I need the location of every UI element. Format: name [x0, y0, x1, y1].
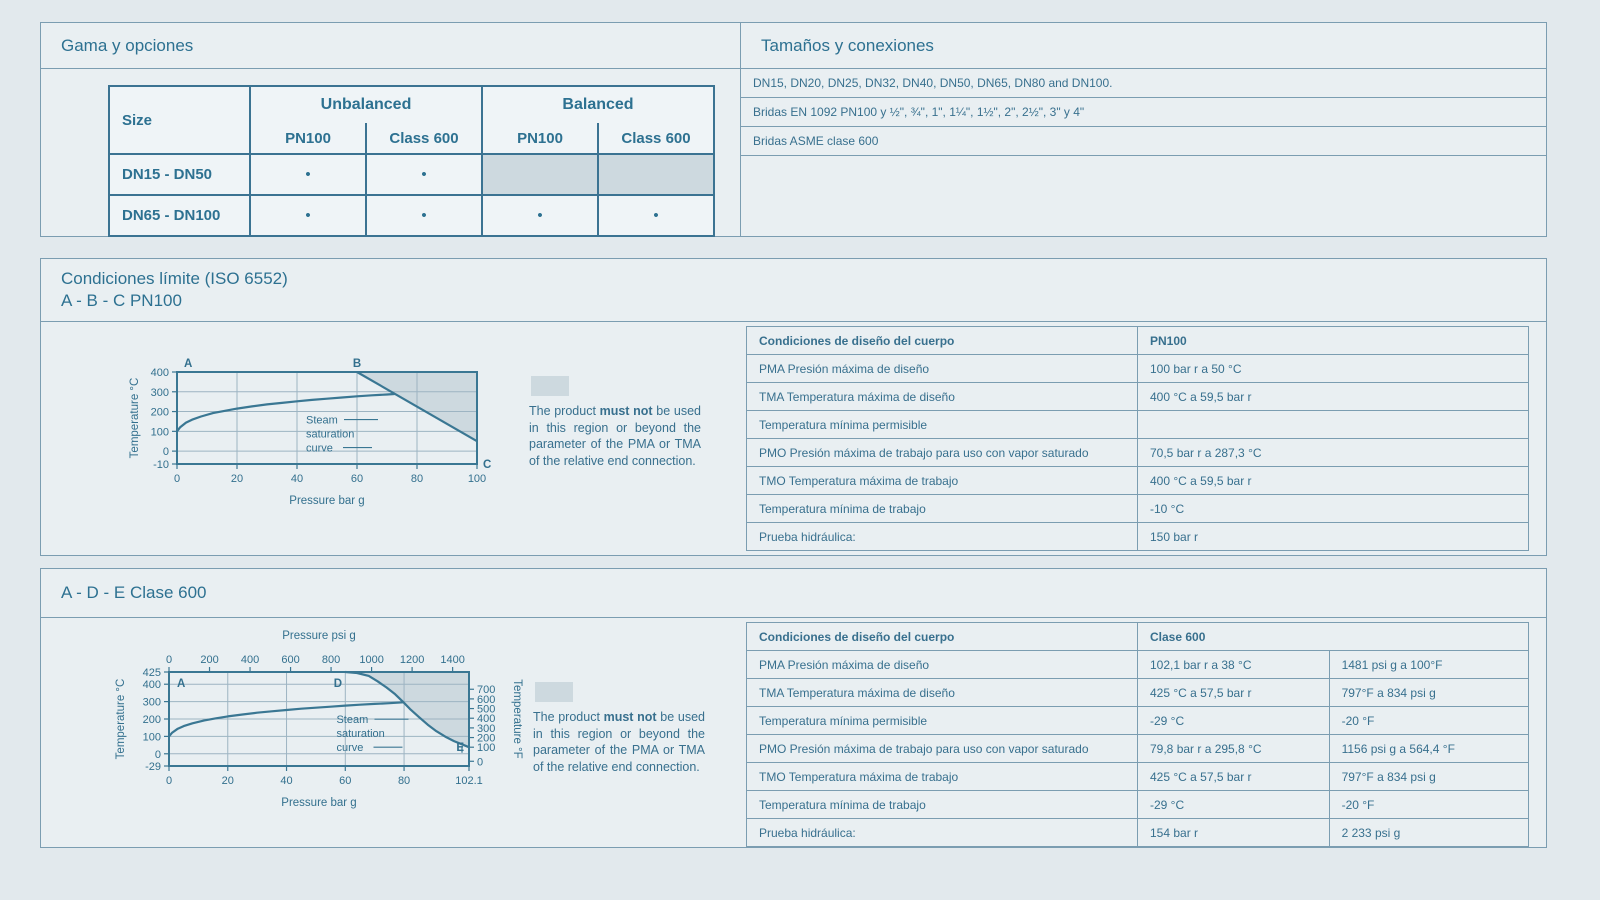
- svg-text:300: 300: [150, 386, 169, 399]
- svg-text:200: 200: [150, 406, 169, 419]
- group-header-balanced: Balanced: [482, 86, 714, 123]
- svg-text:20: 20: [230, 473, 244, 485]
- section-header-cl600: A - D - E Clase 600: [41, 569, 1546, 618]
- availability-dot: •: [250, 154, 366, 195]
- table-row: Temperatura mínima permisible -29 °C -20 °F: [747, 707, 1529, 735]
- cl600-limit-chart: [111, 626, 543, 828]
- table-row: Prueba hidráulica: 154 bar r 2 233 psi g: [747, 819, 1529, 847]
- section-pn100-limits: [40, 258, 1547, 556]
- svg-text:Temperature °C: Temperature °C: [129, 377, 141, 459]
- size-range-label: DN15 - DN50: [109, 154, 250, 195]
- svg-text:400: 400: [240, 654, 260, 666]
- gama-options-table: [108, 85, 715, 237]
- availability-dot: •: [366, 195, 482, 236]
- subheader-pn100: PN100: [482, 123, 598, 154]
- svg-text:saturation: saturation: [306, 428, 355, 441]
- cl600-design-conditions-table: [746, 622, 1529, 847]
- svg-text:curve: curve: [306, 442, 333, 455]
- cl600-chart-zone: [41, 618, 746, 847]
- note-text: The product must not be used in this region or beyond the parameter of the PMA or TMA of the relative end connection.: [533, 710, 705, 774]
- availability-dot: •: [482, 195, 598, 236]
- svg-text:-10: -10: [153, 459, 169, 471]
- svg-text:B: B: [352, 358, 362, 370]
- svg-text:Pressure bar g: Pressure bar g: [281, 797, 357, 809]
- availability-dot: •: [366, 154, 482, 195]
- svg-text:102.1: 102.1: [455, 775, 483, 787]
- svg-text:60: 60: [350, 473, 364, 485]
- subheader-pn100: PN100: [250, 123, 366, 154]
- svg-text:300: 300: [477, 722, 496, 735]
- limits-subtitle: A - B - C PN100: [61, 291, 182, 310]
- svg-text:Temperature °C: Temperature °C: [115, 678, 127, 760]
- table-header-row: Condiciones de diseño del cuerpo PN100: [747, 327, 1529, 355]
- section-gama: [41, 23, 741, 236]
- svg-text:0: 0: [165, 775, 173, 787]
- svg-text:800: 800: [321, 654, 341, 666]
- svg-text:1400: 1400: [440, 654, 465, 666]
- svg-text:100: 100: [150, 426, 169, 439]
- svg-text:40: 40: [280, 775, 293, 787]
- subheader-class600: Class 600: [366, 123, 482, 154]
- svg-text:600: 600: [477, 693, 496, 706]
- connection-row: Bridas EN 1092 PN100 y ½", ¾", 1", 1¼", 1½", 2", 2½", 3" y 4": [741, 98, 1546, 127]
- connection-row: Bridas ASME clase 600: [741, 127, 1546, 156]
- svg-text:Pressure psi g: Pressure psi g: [282, 630, 356, 642]
- availability-dot: •: [250, 195, 366, 236]
- svg-text:400: 400: [477, 713, 496, 726]
- svg-text:Steam: Steam: [306, 414, 338, 427]
- svg-text:700: 700: [477, 684, 496, 697]
- group-header-unbalanced: Unbalanced: [250, 86, 482, 123]
- shaded-region-swatch: [531, 376, 569, 396]
- svg-text:curve: curve: [336, 742, 364, 755]
- svg-text:200: 200: [142, 714, 161, 726]
- svg-text:300: 300: [142, 696, 161, 709]
- not-available-cell: [598, 154, 714, 195]
- svg-text:1200: 1200: [399, 654, 425, 666]
- svg-text:400: 400: [150, 367, 169, 379]
- svg-text:C: C: [483, 459, 492, 471]
- svg-text:80: 80: [410, 473, 424, 485]
- subheader-class600: Class 600: [598, 123, 714, 154]
- table-header-row: Condiciones de diseño del cuerpo Clase 600: [747, 623, 1529, 651]
- svg-text:425: 425: [142, 667, 161, 679]
- availability-dot: •: [598, 195, 714, 236]
- pn100-limit-chart: [125, 352, 537, 512]
- table-row: TMA Temperatura máxima de diseño 425 °C a 57,5 bar r 797°F a 834 psi g: [747, 679, 1529, 707]
- svg-text:100: 100: [477, 742, 496, 755]
- svg-text:D: D: [333, 678, 343, 690]
- limits-title: Condiciones límite (ISO 6552): [61, 269, 288, 288]
- size-range-label: DN65 - DN100: [109, 195, 250, 236]
- svg-text:40: 40: [290, 473, 304, 485]
- table-row: Temperatura mínima permisible: [747, 411, 1529, 439]
- svg-text:Temperature °F: Temperature °F: [511, 679, 523, 759]
- svg-text:0: 0: [162, 446, 169, 459]
- svg-text:E: E: [456, 741, 464, 754]
- table-row: TMA Temperatura máxima de diseño 400 °C a 59,5 bar r: [747, 383, 1529, 411]
- svg-text:0: 0: [173, 473, 181, 485]
- svg-text:100: 100: [467, 473, 487, 485]
- section-tamanos: [741, 23, 1546, 236]
- svg-text:600: 600: [281, 654, 300, 666]
- svg-text:500: 500: [477, 703, 496, 716]
- section-title-gama: Gama y opciones: [41, 23, 740, 69]
- top-panel: [40, 22, 1547, 237]
- svg-text:0: 0: [165, 654, 173, 666]
- pn100-design-conditions-table: [746, 326, 1529, 551]
- table-row: Temperatura mínima de trabajo -29 °C -20 °F: [747, 791, 1529, 819]
- svg-text:0: 0: [477, 756, 484, 769]
- shaded-region-note: [529, 376, 701, 469]
- connection-row: DN15, DN20, DN25, DN32, DN40, DN50, DN65, DN80 and DN100.: [741, 69, 1546, 98]
- table-row: PMO Presión máxima de trabajo para uso con vapor saturado 79,8 bar r a 295,8 °C 1156 psi g a 564,4 °F: [747, 735, 1529, 763]
- shaded-region-note: [533, 682, 705, 775]
- note-text: The product must not be used in this region or beyond the parameter of the PMA or TMA of the relative end connection.: [529, 404, 701, 468]
- table-row: TMO Temperatura máxima de trabajo 425 °C a 57,5 bar r 797°F a 834 psi g: [747, 763, 1529, 791]
- svg-text:saturation: saturation: [336, 728, 385, 741]
- svg-text:400: 400: [142, 679, 161, 692]
- svg-text:20: 20: [221, 775, 234, 787]
- not-available-cell: [482, 154, 598, 195]
- svg-text:60: 60: [339, 775, 352, 787]
- svg-text:200: 200: [477, 732, 496, 745]
- svg-text:100: 100: [142, 731, 161, 744]
- svg-text:A: A: [184, 358, 193, 370]
- shaded-region-swatch: [535, 682, 573, 702]
- table-row: [109, 154, 714, 195]
- svg-text:1000: 1000: [359, 654, 384, 666]
- pn100-chart-zone: [41, 322, 746, 555]
- size-header-cell: Size: [109, 86, 250, 154]
- svg-text:A: A: [177, 678, 186, 690]
- table-row: PMO Presión máxima de trabajo para uso con vapor saturado 70,5 bar r a 287,3 °C: [747, 439, 1529, 467]
- svg-text:0: 0: [154, 748, 161, 761]
- table-row: Prueba hidráulica: 150 bar r: [747, 523, 1529, 551]
- svg-text:80: 80: [397, 775, 411, 787]
- section-title-tamanos: Tamaños y conexiones: [741, 23, 1546, 69]
- section-header-pn100: [41, 259, 1546, 322]
- section-cl600-limits: [40, 568, 1547, 848]
- table-row: PMA Presión máxima de diseño 102,1 bar r a 38 °C 1481 psi g a 100°F: [747, 651, 1529, 679]
- table-row: Temperatura mínima de trabajo -10 °C: [747, 495, 1529, 523]
- table-row: PMA Presión máxima de diseño 100 bar r a 50 °C: [747, 355, 1529, 383]
- svg-text:-29: -29: [145, 761, 161, 773]
- svg-text:200: 200: [200, 654, 219, 666]
- table-row: TMO Temperatura máxima de trabajo 400 °C a 59,5 bar r: [747, 467, 1529, 495]
- table-row: [109, 195, 714, 236]
- svg-text:Pressure bar g: Pressure bar g: [289, 495, 365, 507]
- svg-text:Steam: Steam: [336, 714, 369, 727]
